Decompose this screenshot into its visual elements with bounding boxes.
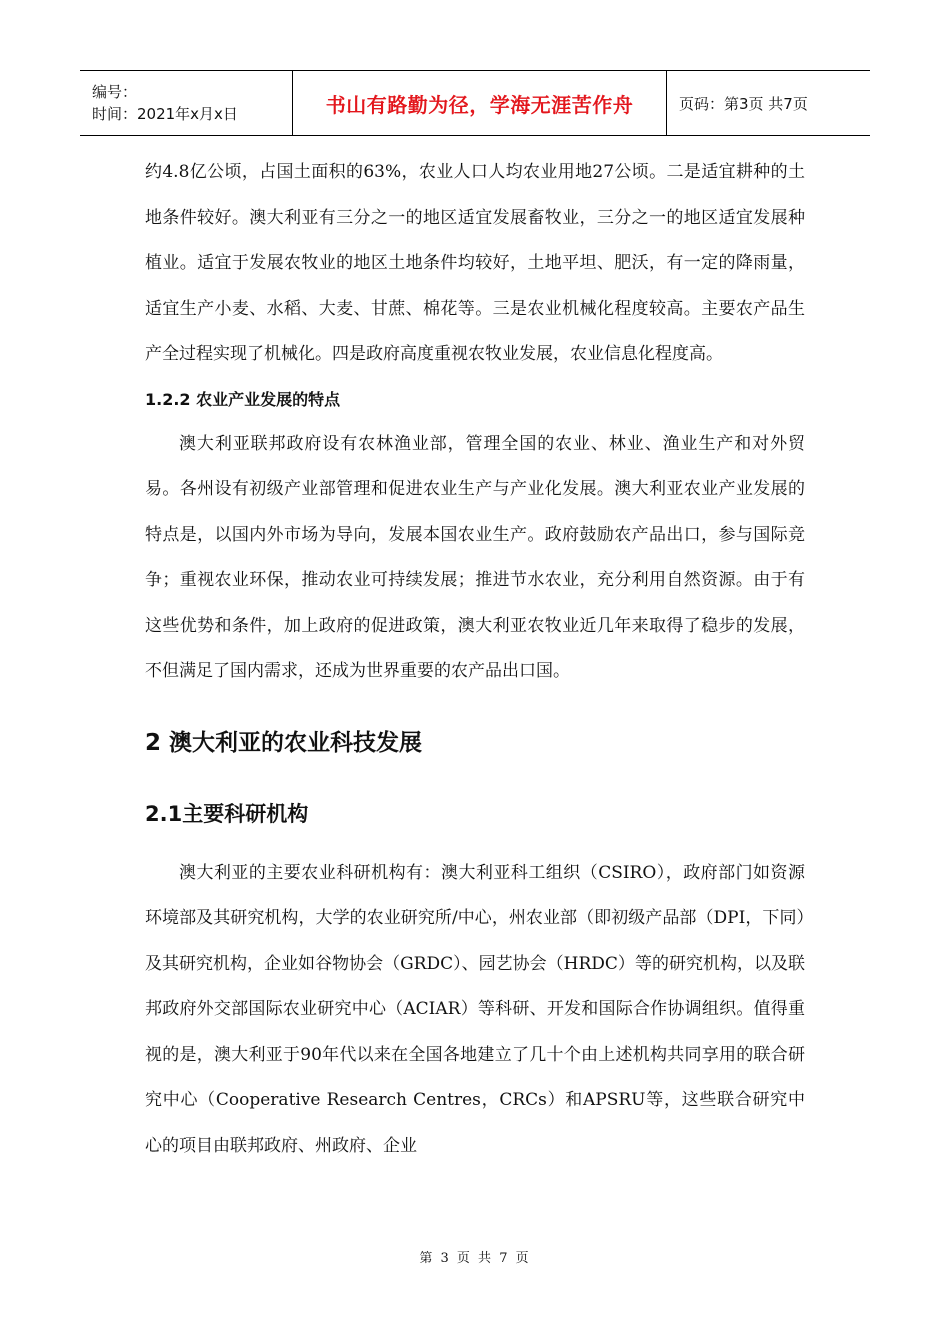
header-motto: 书山有路勤为径，学海无涯苦作舟 — [293, 71, 667, 135]
header-meta — [80, 71, 293, 135]
header-page-code: 页码：第3页 共7页 — [679, 94, 808, 113]
page-header — [80, 70, 870, 136]
body-paragraph: 澳大利亚的主要农业科研机构有：澳大利亚科工组织（CSIRO），政府部门如资源环境部及其研究机构，大学的农业研究所/中心，州农业部（即初级产品部（DPI，下同）及其研究机构，企业如谷物协会（GRDC）、园艺协会（HRDC）等的研究机构，以及联邦政府外交部国际农业研究中心（ACIAR）等科研、开发和国际合作协调组织。值得重视的是，澳大利亚于90年代以来在全国各地建立了几十个由上述机构共同享用的联合研究中心（Cooperative Research Centres，CRCs）和APSRU等，这些联合研究中心的项目由联邦政府、州政府、企业 — [145, 862, 805, 1156]
body-paragraph: 澳大利亚联邦政府设有农林渔业部，管理全国的农业、林业、渔业生产和对外贸易。各州设有初级产业部管理和促进农业生产与产业化发展。澳大利亚农业产业发展的特点是，以国内外市场为导向，发展本国农业生产。政府鼓励农产品出口，参与国际竞争；重视农业环保，推动农业可持续发展；推进节水农业，充分利用自然资源。由于有这些优势和条件，加上政府的促进政策，澳大利亚农牧业近几年来取得了稳步的发展，不但满足了国内需求，还成为世界重要的农产品出口国。 — [145, 433, 805, 681]
section-heading-2-1: 2.1主要科研机构 — [145, 801, 309, 826]
section-heading-1-2-2: 1.2.2 农业产业发展的特点 — [145, 389, 341, 409]
chapter-heading-2: 2 澳大利亚的农业科技发展 — [145, 729, 423, 756]
document-body — [145, 150, 805, 1169]
page-footer: 第 3 页 共 7 页 — [419, 1251, 531, 1266]
document-time-label: 时间：2021年x月x日 — [92, 105, 238, 123]
body-paragraph: 约4.8亿公顷，占国土面积的63%，农业人口人均农业用地27公顷。二是适宜耕种的土地条件较好。澳大利亚有三分之一的地区适宜发展畜牧业，三分之一的地区适宜发展种植业。适宜于发展农牧业的地区土地条件均较好，土地平坦、肥沃，有一定的降雨量，适宜生产小麦、水稻、大麦、甘蔗、棉花等。三是农业机械化程度较高。主要农产品生产全过程实现了机械化。四是政府高度重视农牧业发展，农业信息化程度高。 — [145, 162, 805, 364]
document-number-label: 编号： — [92, 83, 138, 101]
